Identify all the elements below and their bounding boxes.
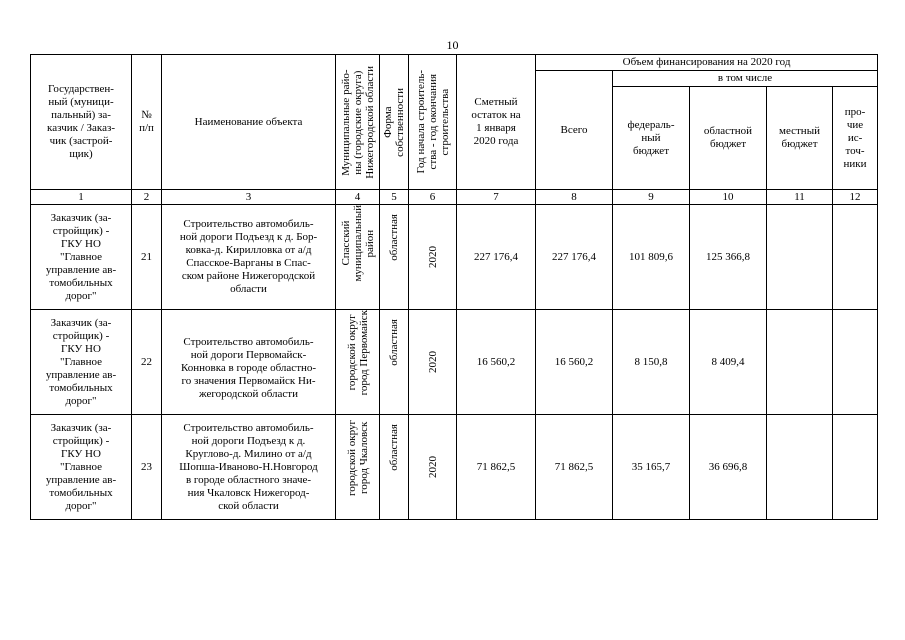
table-row xyxy=(31,415,878,520)
object-name-cell: Строительство автомобиль- ной дороги Подъезд к д. Бор- ковка-д. Кирилловка от а/д Спасское-Варганы в Спас- ском районе Нижегородской области xyxy=(162,205,336,310)
column-number: 6 xyxy=(409,190,457,205)
local-cell xyxy=(767,205,833,310)
column-number: 3 xyxy=(162,190,336,205)
header-municipality: Муниципальные райо- ны (городские округа) Нижегородской области xyxy=(336,55,380,190)
column-number: 8 xyxy=(536,190,613,205)
local-cell xyxy=(767,310,833,415)
other-cell xyxy=(833,415,878,520)
regional-cell: 8 409,4 xyxy=(690,310,767,415)
object-name-cell: Строительство автомобиль- ной дороги Подъезд к д. Круглово-д. Милино от а/д Шопша-Иваново-Н.Новгород в городе областного значе- ния Чкаловск Нижегород- ской области xyxy=(162,415,336,520)
column-number: 10 xyxy=(690,190,767,205)
other-cell xyxy=(833,205,878,310)
years-cell: 2020 xyxy=(409,205,457,310)
header-local: местный бюджет xyxy=(767,87,833,190)
column-number: 12 xyxy=(833,190,878,205)
row-number: 23 xyxy=(132,415,162,520)
federal-cell: 8 150,8 xyxy=(613,310,690,415)
total-cell: 71 862,5 xyxy=(536,415,613,520)
header-other: про- чие ис- точ- ники xyxy=(833,87,878,190)
column-number: 9 xyxy=(613,190,690,205)
municipality-cell: городской округ город Чкаловск xyxy=(336,415,380,520)
estimate-cell: 71 862,5 xyxy=(457,415,536,520)
ownership-cell: областная xyxy=(380,415,409,520)
local-cell xyxy=(767,415,833,520)
municipality-cell: Спасский муниципальный район xyxy=(336,205,380,310)
header-regional: областной бюджет xyxy=(690,87,767,190)
object-name-cell: Строительство автомобиль- ной дороги Первомайск- Конновка в городе областно- го значения Первомайск Ни- жегородской области xyxy=(162,310,336,415)
estimate-cell: 227 176,4 xyxy=(457,205,536,310)
column-number: 11 xyxy=(767,190,833,205)
header-object-name: Наименование объекта xyxy=(162,55,336,190)
header-total: Всего xyxy=(536,71,613,190)
page-number: 10 xyxy=(446,38,459,52)
estimate-cell: 16 560,2 xyxy=(457,310,536,415)
header-financing: Объем финансирования на 2020 год xyxy=(536,55,878,71)
header-estimate: Сметный остаток на 1 января 2020 года xyxy=(457,55,536,190)
municipality-cell: городской округ город Первомайск xyxy=(336,310,380,415)
years-cell: 2020 xyxy=(409,310,457,415)
header-federal: федераль- ный бюджет xyxy=(613,87,690,190)
other-cell xyxy=(833,310,878,415)
financing-table xyxy=(30,54,878,520)
total-cell: 227 176,4 xyxy=(536,205,613,310)
header-customer: Государствен- ный (муници- пальный) за- казчик / Заказ- чик (застрой- щик) xyxy=(31,55,132,190)
column-number: 1 xyxy=(31,190,132,205)
header-including: в том числе xyxy=(613,71,878,87)
total-cell: 16 560,2 xyxy=(536,310,613,415)
row-number: 22 xyxy=(132,310,162,415)
customer-cell: Заказчик (за- стройщик) - ГКУ НО "Главное управление ав- томобильных дорог" xyxy=(31,205,132,310)
customer-cell: Заказчик (за- стройщик) - ГКУ НО "Главное управление ав- томобильных дорог" xyxy=(31,310,132,415)
customer-cell: Заказчик (за- стройщик) - ГКУ НО "Главное управление ав- томобильных дорог" xyxy=(31,415,132,520)
table-row xyxy=(31,310,878,415)
ownership-cell: областная xyxy=(380,310,409,415)
column-number: 4 xyxy=(336,190,380,205)
column-number: 7 xyxy=(457,190,536,205)
column-numbers-row xyxy=(31,190,878,205)
row-number: 21 xyxy=(132,205,162,310)
years-cell: 2020 xyxy=(409,415,457,520)
header-ownership: Форма собственности xyxy=(380,55,409,190)
column-number: 5 xyxy=(380,190,409,205)
table-row xyxy=(31,205,878,310)
header-years: Год начала строитель- ства - год окончания строительства xyxy=(409,55,457,190)
federal-cell: 35 165,7 xyxy=(613,415,690,520)
federal-cell: 101 809,6 xyxy=(613,205,690,310)
header-num: № п/п xyxy=(132,55,162,190)
ownership-cell: областная xyxy=(380,205,409,310)
column-number: 2 xyxy=(132,190,162,205)
regional-cell: 125 366,8 xyxy=(690,205,767,310)
regional-cell: 36 696,8 xyxy=(690,415,767,520)
